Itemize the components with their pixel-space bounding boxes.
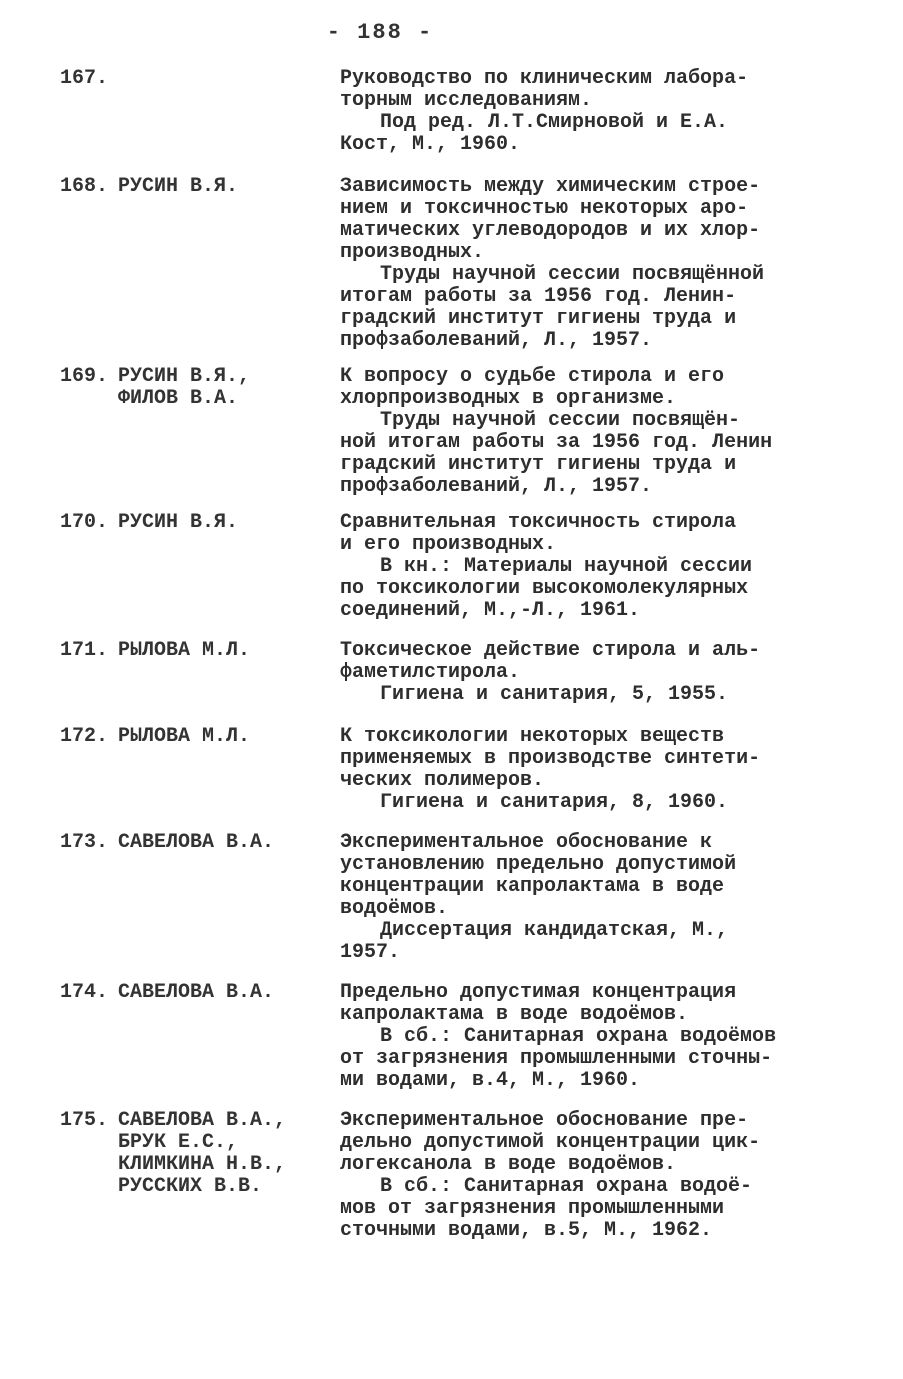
citation-line: Зависимость между химическим строе- [340,175,761,198]
entry-reference [60,176,332,198]
entry-number: 169. [60,365,109,388]
citation-line: Гигиена и санитария, 8, 1960. [380,791,729,814]
citation-line: и его производных. [340,533,557,556]
entry-author: РЫЛОВА М.Л. [118,725,251,748]
citation-line: В сб.: Санитарная охрана водоёмов [380,1025,777,1048]
entry-citation [340,68,860,156]
citation-line: производных. [340,241,485,264]
citation-line: сточными водами, в.5, М., 1962. [340,1219,713,1242]
citation-line: Труды научной сессии посвящённой [380,263,765,286]
citation-line: Под ред. Л.Т.Смирновой и Е.А. [380,111,729,134]
citation-line: Экспериментальное обоснование пре- [340,1109,749,1132]
citation-line: капролактама в воде водоёмов. [340,1003,689,1026]
citation-line: нием и токсичностью некоторых аро- [340,197,749,220]
entry-citation [340,1110,860,1242]
citation-line: ной итогам работы за 1956 год. Ленин [340,431,773,454]
page-number: - 188 - [326,20,434,45]
citation-line: градский институт гигиены труда и [340,453,737,476]
citation-line: профзаболеваний, Л., 1957. [340,329,653,352]
entry-number: 175. [60,1109,109,1132]
entry-number: 173. [60,831,109,854]
citation-line: итогам работы за 1956 год. Ленин- [340,285,737,308]
citation-line: концентрации капролактама в воде [340,875,725,898]
entry-reference [60,512,332,534]
entry-author: САВЕЛОВА В.А. [118,981,275,1004]
entry-citation [340,176,860,352]
entry-author: КЛИМКИНА Н.В., [118,1153,287,1176]
entry-author: РУСИН В.Я. [118,511,239,534]
entry-number: 170. [60,511,109,534]
entry-reference [60,68,332,90]
citation-line: от загрязнения промышленными сточны- [340,1047,773,1070]
citation-line: ческих полимеров. [340,769,545,792]
citation-line: ми водами, в.4, М., 1960. [340,1069,641,1092]
citation-line: торным исследованиям. [340,89,593,112]
entry-author: РЫЛОВА М.Л. [118,639,251,662]
citation-line: В сб.: Санитарная охрана водоё- [380,1175,753,1198]
entry-number: 174. [60,981,109,1004]
entry-number: 167. [60,67,109,90]
citation-line: К токсикологии некоторых веществ [340,725,725,748]
citation-line: фаметилстирола. [340,661,521,684]
entry-citation [340,726,860,814]
citation-line: профзаболеваний, Л., 1957. [340,475,653,498]
entry-author: САВЕЛОВА В.А., [118,1109,287,1132]
citation-line: применяемых в производстве синтети- [340,747,761,770]
entry-reference [60,726,332,748]
citation-line: В кн.: Материалы научной сессии [380,555,753,578]
entry-author: САВЕЛОВА В.А. [118,831,275,854]
entry-reference [60,1110,332,1198]
entry-author: РУССКИХ В.В. [118,1175,263,1198]
entry-reference [60,640,332,662]
citation-line: Гигиена и санитария, 5, 1955. [380,683,729,706]
citation-line: по токсикологии высокомолекулярных [340,577,749,600]
entry-author: РУСИН В.Я., [118,365,251,388]
entry-reference [60,832,332,854]
citation-line: Кост, М., 1960. [340,133,521,156]
citation-line: Руководство по клиническим лабора- [340,67,749,90]
entry-citation [340,832,860,964]
citation-line: Труды научной сессии посвящён- [380,409,741,432]
citation-line: Предельно допустимая концентрация [340,981,737,1004]
citation-line: дельно допустимой концентрации цик- [340,1131,761,1154]
citation-line: матических углеводородов и их хлор- [340,219,761,242]
entry-reference [60,366,332,410]
citation-line: Токсическое действие стирола и аль- [340,639,761,662]
citation-line: установлению предельно допустимой [340,853,737,876]
entry-reference [60,982,332,1004]
citation-line: водоёмов. [340,897,449,920]
citation-line: Сравнительная токсичность стирола [340,511,737,534]
entry-number: 168. [60,175,109,198]
entry-citation [340,512,860,622]
entry-citation [340,640,860,706]
citation-line: Диссертация кандидатская, М., [380,919,729,942]
entry-number: 171. [60,639,109,662]
entry-author: ФИЛОВ В.А. [118,387,239,410]
citation-line: соединений, М.,-Л., 1961. [340,599,641,622]
entry-citation [340,366,860,498]
citation-line: Экспериментальное обоснование к [340,831,713,854]
entry-author: БРУК Е.С., [118,1131,239,1154]
citation-line: логексанола в воде водоёмов. [340,1153,677,1176]
citation-line: градский институт гигиены труда и [340,307,737,330]
citation-line: хлорпроизводных в организме. [340,387,677,410]
citation-line: 1957. [340,941,401,964]
citation-line: К вопросу о судьбе стирола и его [340,365,725,388]
entry-citation [340,982,860,1092]
entry-number: 172. [60,725,109,748]
entry-author: РУСИН В.Я. [118,175,239,198]
citation-line: мов от загрязнения промышленными [340,1197,725,1220]
